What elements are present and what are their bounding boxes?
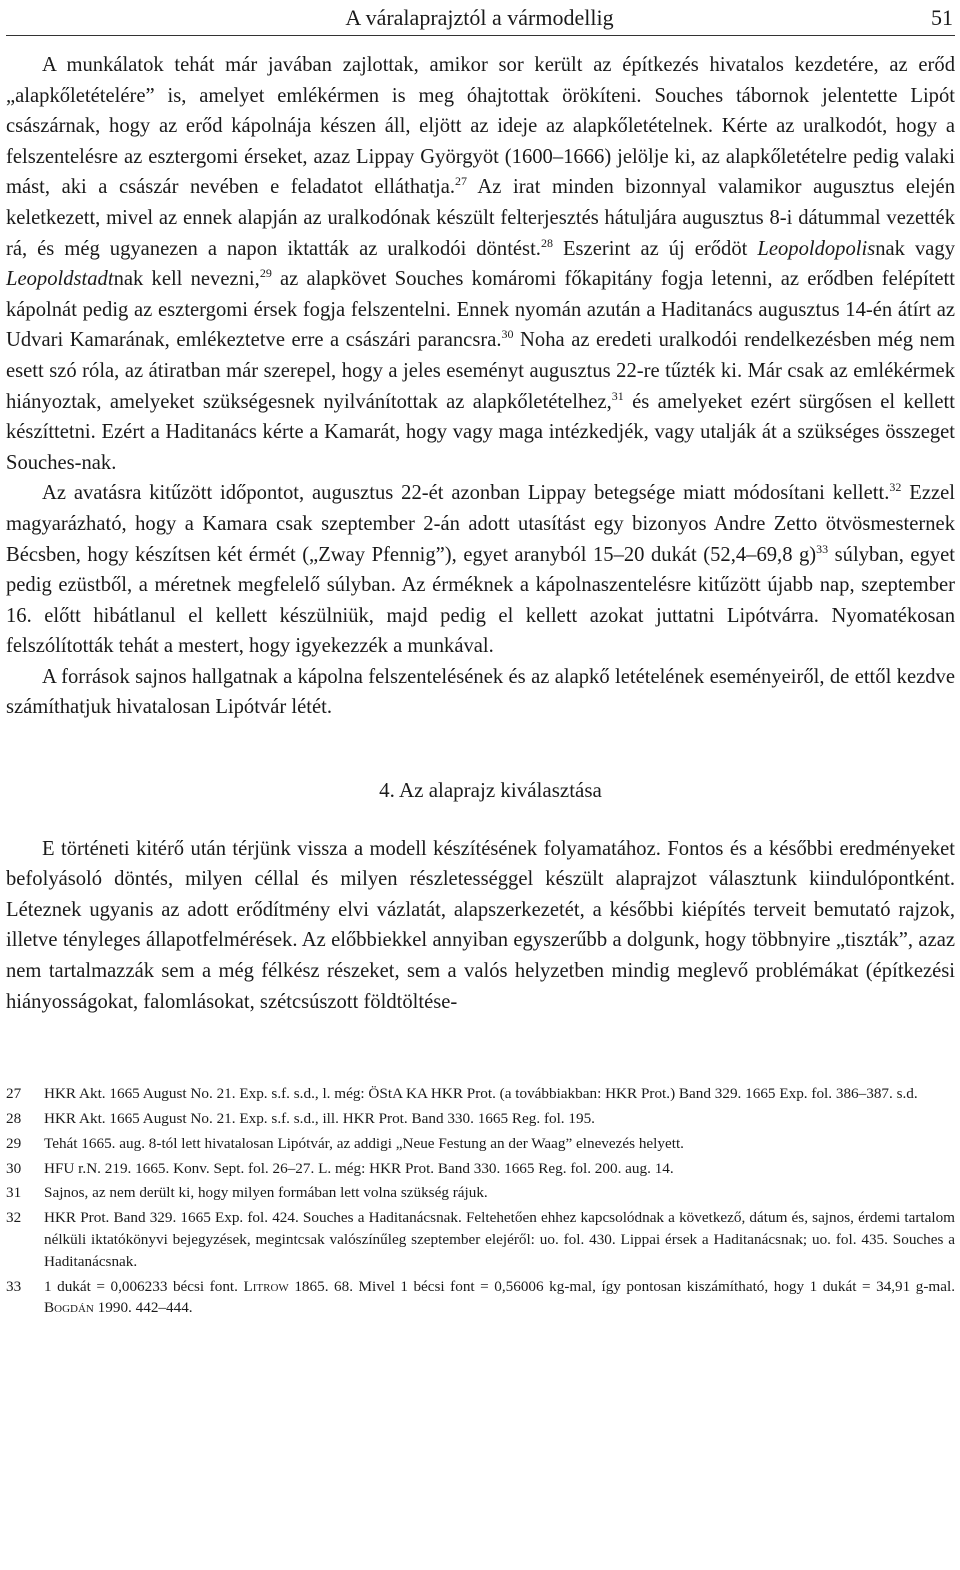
text-run: 1 dukát = 0,006233 bécsi font. bbox=[44, 1277, 244, 1295]
footnote-number: 30 bbox=[6, 1159, 22, 1177]
text-run: 1990. 442–444. bbox=[93, 1299, 193, 1317]
footnote-text bbox=[44, 1276, 955, 1320]
section-heading: 4. Az alaprajz kiválasztása bbox=[379, 778, 602, 803]
footnote-number: 31 bbox=[6, 1184, 22, 1202]
text-run: Eszerint az új erődöt bbox=[552, 237, 758, 260]
text-run: Tehát 1665. aug. 8-tól lett hivatalosan Lipótvár, az addigi „Neue Festung an der Waag” elnevezés helyett. bbox=[44, 1134, 684, 1152]
text-run: nak kell nevezni, bbox=[113, 268, 260, 291]
footnote-ref[interactable]: 27 bbox=[455, 174, 468, 189]
footnote bbox=[6, 1276, 955, 1320]
footnote bbox=[6, 1207, 955, 1272]
footnote-ref[interactable]: 28 bbox=[540, 235, 553, 250]
running-title: A váralaprajztól a vármodellig bbox=[345, 5, 614, 30]
body-paragraph bbox=[6, 50, 955, 478]
footnote-ref[interactable]: 29 bbox=[259, 266, 272, 281]
text-run: az alapkövet Souches komáromi főkapitány fogja letenni, az erődben felépített kápolnát pedig az esztergomi érsek fogja felszentelni. Ennek nyomán azután a Haditanács augusztus 14-én átírt az Udvari Kamarának, emlékeztetve erre a császári parancsra. bbox=[6, 268, 955, 352]
text-run: 1865. 68. Mivel 1 bécsi font = 0,56006 kg-mal, így pontosan kiszámítható, hogy 1 dukát = 34,91 g-mal. bbox=[288, 1277, 955, 1295]
footnote-ref[interactable]: 31 bbox=[611, 388, 624, 403]
footnote-number: 32 bbox=[6, 1209, 22, 1227]
text-run: HKR Akt. 1665 August No. 21. Exp. s.f. s.d., l. még: ÖStA KA HKR Prot. (a továbbiakban: HKR Prot.) Band 329. 1665 Exp. fol. 386–387. s.d. bbox=[44, 1085, 918, 1103]
paragraph-group bbox=[6, 50, 955, 723]
text-run: HKR Prot. Band 329. 1665 Exp. fol. 424. Souches a Haditanácsnak. Feltehetően ehhez kapcsolódnak a következő, dátum és, sajnos, érdemi tartalom nélküli iktatókönyvi bejegyzések, megintcsak valószínűleg szeptember elejéről: uo. fol. 430. Lippai érsek a Haditanácsnak; uo. fol. 435. Souches a Haditanácsnak. bbox=[44, 1209, 955, 1270]
footnote-number: 29 bbox=[6, 1134, 22, 1152]
footnote bbox=[6, 1133, 955, 1155]
main-text bbox=[6, 50, 955, 1017]
text-run: Noha az eredeti uralkodói rendelkezésben még nem esett szó róla, az átiratban már szerepel, hogy a jeles eseményt augusztus 22-re tűzték ki. Már csak az emlékérmek hiányoztak, amelyeket szükségesnek nyilvánítottak az alapkőletételhez, bbox=[6, 329, 955, 413]
text-run: A munkálatok tehát már javában zajlottak, amikor sor került az építkezés hivatalos kezdetére, az erőd „alapkőletételére” is, amelyet emlékérmen is meg óhajtottak örökíteni. Souches tábornok jelentette Lipót császárnak, hogy az erőd kápolnája készen áll, eljött az ideje az alapkőletételnek. Kérte az uralkodót, hogy a felszentelésre az esztergomi érseket, azaz Lippay Györgyöt (1600–1666) jelölje ki, az alapkőletételre pedig valaki mást, aki a császár nevében e feladatot elláthatja. bbox=[6, 54, 955, 199]
italic-term: Leopoldopolis bbox=[757, 237, 876, 260]
text-run: A források sajnos hallgatnak a kápolna felszentelésének és az alapkő letételének eseményeiről, de ettől kezdve számíthatjuk hivatalosan Lipótvár létét. bbox=[6, 665, 955, 719]
running-header bbox=[6, 0, 955, 36]
text-run: súlyban, egyet pedig ezüstből, a méretnek megfelelő súlyban. Az érméknek a kápolnaszentelésre kitűzött újabb nap, szeptember 16. előtt hibátlanul el kellett készülniük, majd pedig el kellett azokat juttatni Lipótvárra. Nyomatékosan felszólították tehát a mestert, hogy igyekezzék a munkával. bbox=[6, 543, 955, 658]
footnote-text bbox=[44, 1083, 955, 1105]
footnote-text bbox=[44, 1133, 955, 1155]
footnote bbox=[6, 1158, 955, 1180]
section-paragraph: E történeti kitérő után térjünk vissza a modell készítésének folyamatához. Fontos és a későbbi eredményeket befolyásoló döntés, milyen céllal és milyen részletességgel készült alaprajzot választunk kiindulópontként. Léteznek ugyanis az adott erődítmény elvi vázlatát, alapszerkezetét, a későbbi kiépítés terveit bemutató rajzok, illetve tényleges állapotfelmérések. Az előbbiekkel annyiban egyszerűbb a dolgunk, hogy többnyire „tiszták”, azaz nem tartalmazzák sem a még félkész részeket, sem a valós helyzetben mindig meglevő problémákat (építkezési hiányosságokat, falomlásokat, szétcsúszott földtöltése- bbox=[6, 837, 955, 1013]
footnote-ref[interactable]: 32 bbox=[889, 480, 902, 495]
page-number: 51 bbox=[931, 5, 953, 30]
text-run: Ezzel magyarázható, hogy a Kamara csak szeptember 2-án adott utasítást egy bizonyos Andre Zetto ötvösmesternek Bécsben, hogy készítsen két érmét („Zway Pfennig”), egyet aranyból 15–20 dukát (52,4–69,8 g) bbox=[6, 482, 956, 566]
text-run: és amelyeket ezért sürgősen el kellett készíttetni. Ezért a Haditanács kérte a Kamarát, hogy vagy maga intézkedjék, vagy utalják át a szükséges összeget Souches-nak. bbox=[6, 390, 955, 474]
author-name: Litrow bbox=[243, 1277, 289, 1295]
footnote-text bbox=[44, 1182, 955, 1204]
footnote-number: 33 bbox=[6, 1277, 22, 1295]
footnote bbox=[6, 1108, 955, 1130]
footnote-ref[interactable]: 33 bbox=[816, 541, 829, 556]
text-run: HKR Akt. 1665 August No. 21. Exp. s.f. s.d., ill. HKR Prot. Band 330. 1665 Reg. fol. 195. bbox=[44, 1110, 595, 1128]
body-paragraph bbox=[6, 662, 955, 723]
footnote-number: 28 bbox=[6, 1110, 22, 1128]
footnote bbox=[6, 1182, 955, 1204]
text-run: Sajnos, az nem derült ki, hogy milyen formában lett volna szükség rájuk. bbox=[44, 1184, 488, 1202]
footnote-text bbox=[44, 1108, 955, 1130]
body-paragraph bbox=[6, 478, 955, 662]
text-run: Az avatásra kitűzött időpontot, augusztus 22-ét azonban Lippay betegsége miatt módosítani kellett. bbox=[42, 482, 890, 505]
footnote-text bbox=[44, 1207, 955, 1272]
italic-term: Leopoldstadt bbox=[6, 268, 114, 291]
footnote-text bbox=[44, 1158, 955, 1180]
footnote-number: 27 bbox=[6, 1085, 22, 1103]
text-run: Az irat minden bizonnyal valamikor augusztus elején keletkezett, mivel az ennek alapján az uralkodónak készült felterjesztés hátuljára augusztus 8-i dátummal vezették rá, és még ugyanezen a napon iktatták az uralkodói döntést. bbox=[6, 176, 955, 260]
author-name: Bogdán bbox=[44, 1299, 94, 1317]
text-run: nak vagy bbox=[875, 237, 956, 260]
text-run: HFU r.N. 219. 1665. Konv. Sept. fol. 26–27. L. még: HKR Prot. Band 330. 1665 Reg. fol. 200. aug. 14. bbox=[44, 1159, 674, 1177]
footnotes bbox=[6, 1083, 955, 1319]
footnote-ref[interactable]: 30 bbox=[501, 327, 514, 342]
footnote bbox=[6, 1083, 955, 1105]
